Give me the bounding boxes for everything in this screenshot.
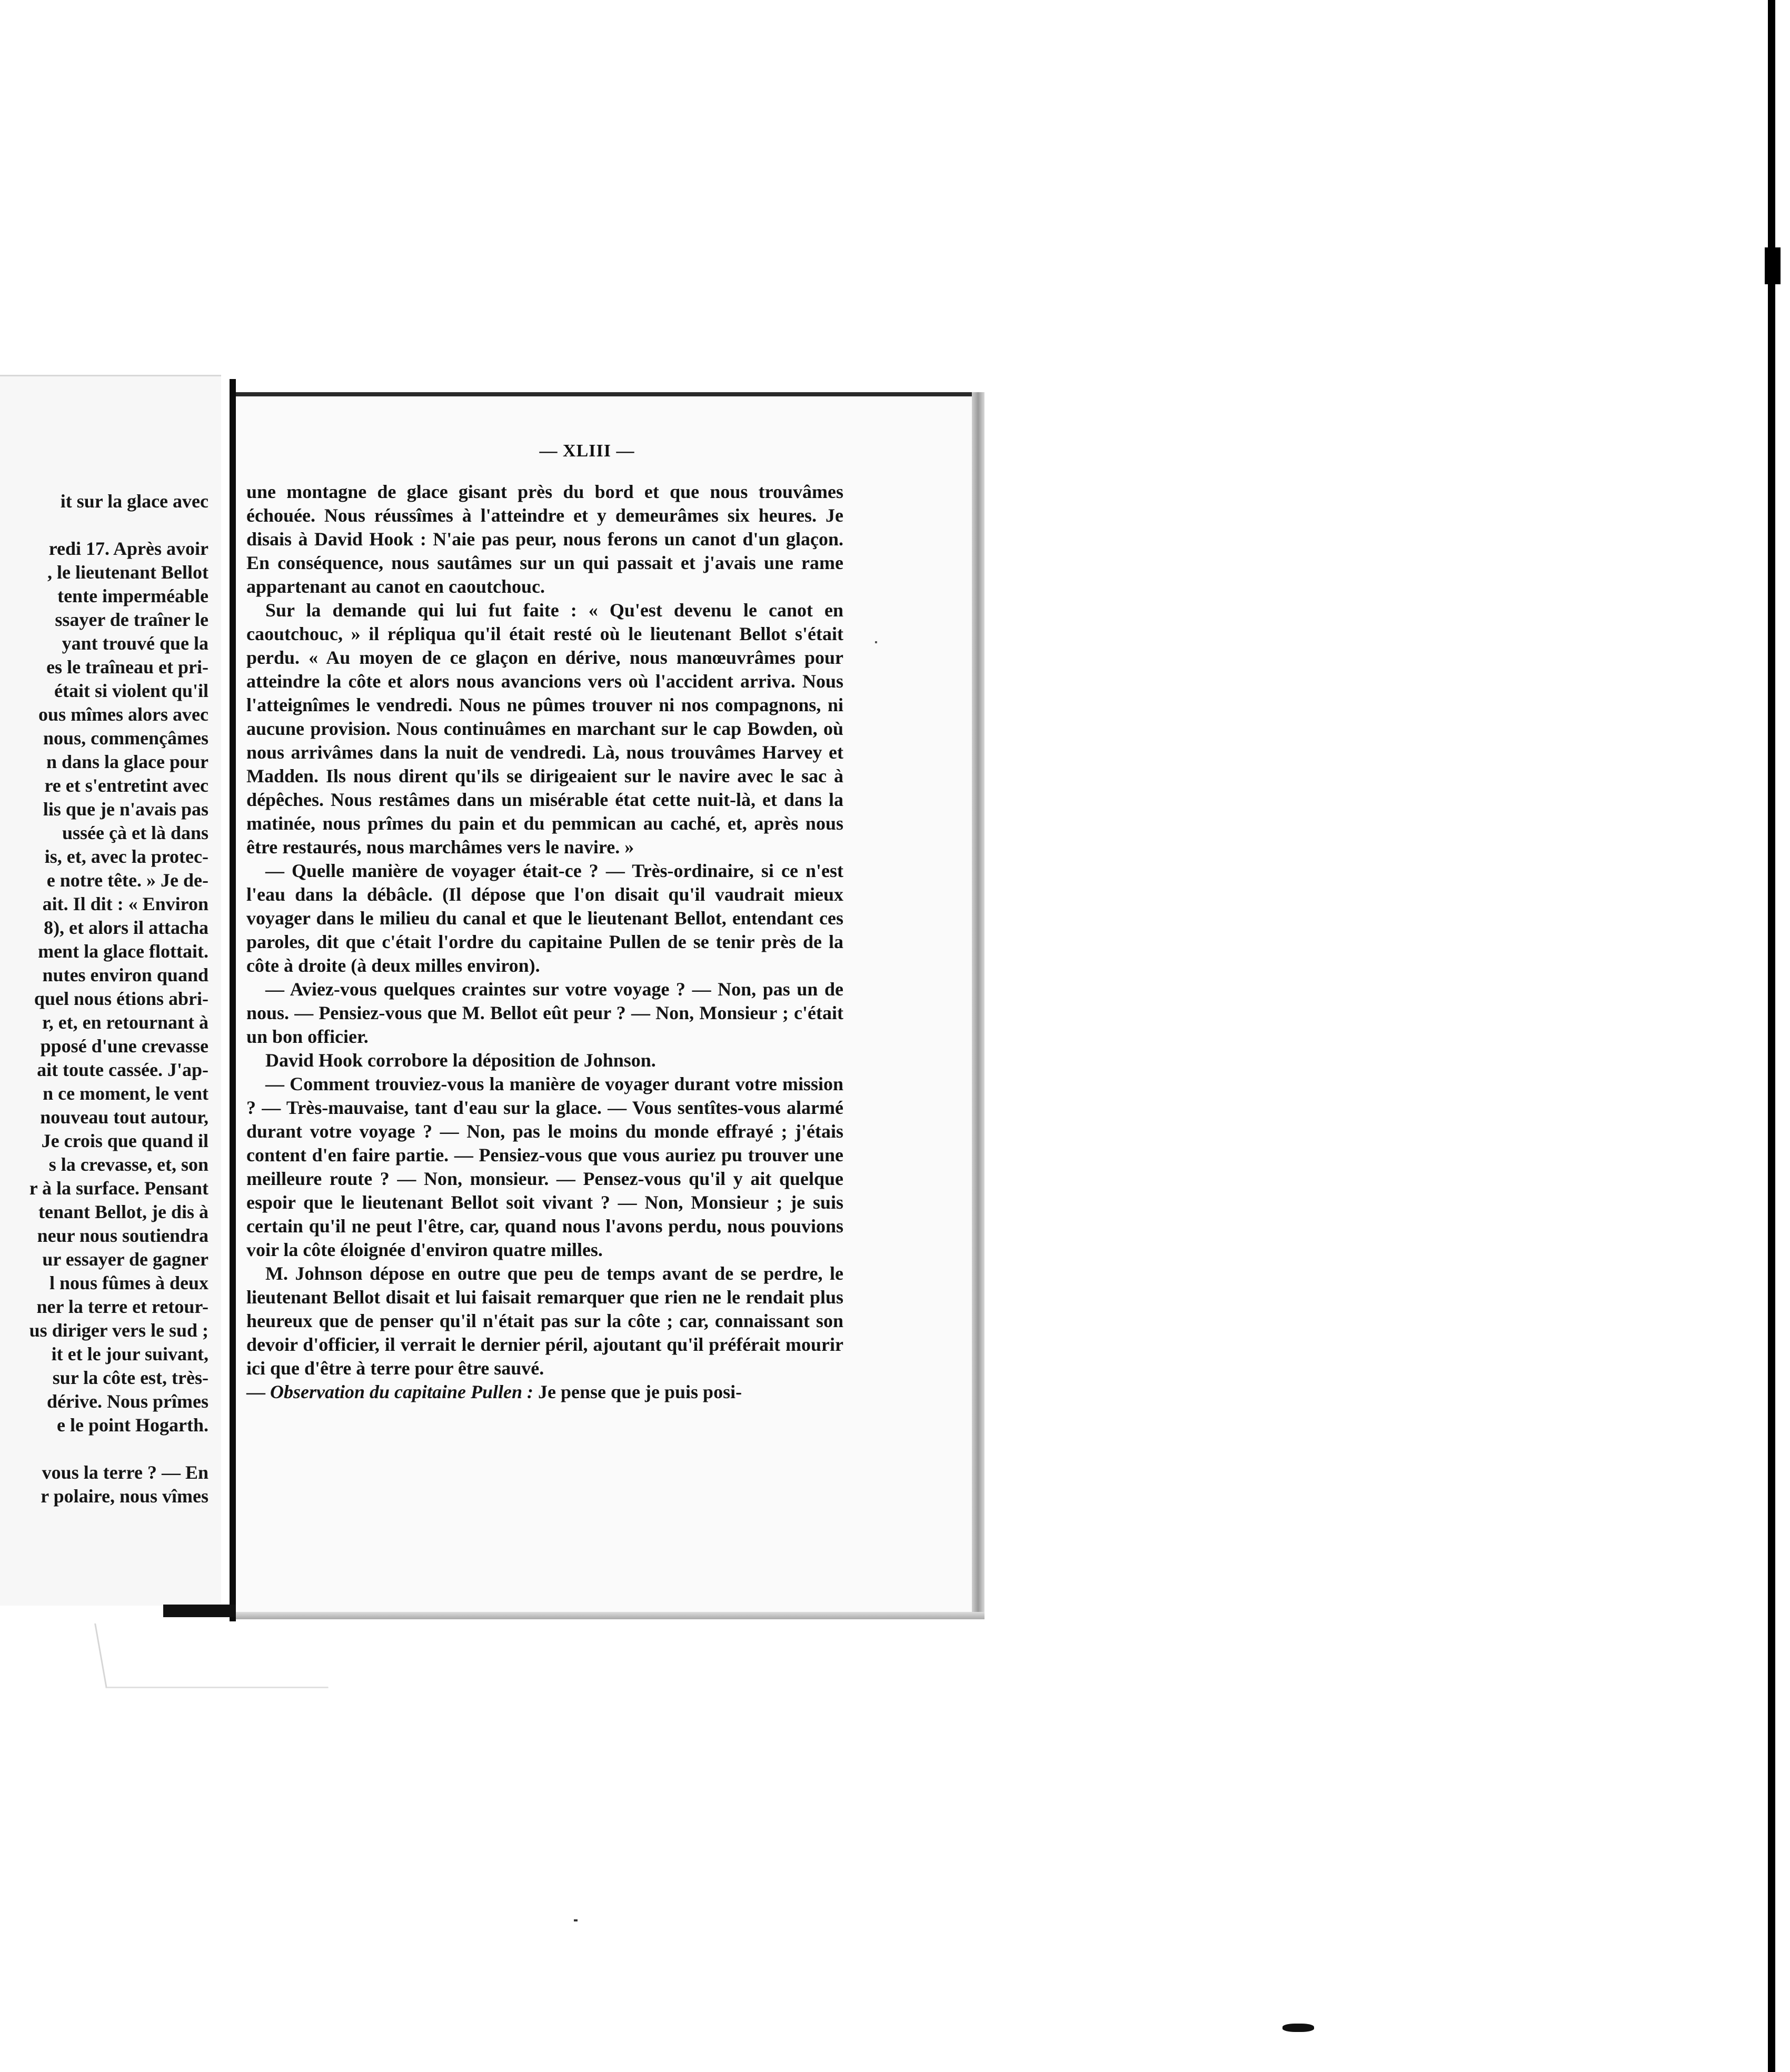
scan-edge-notch: [1765, 247, 1781, 284]
left-page-line: ait toute cassée. J'ap-: [37, 1059, 208, 1080]
paragraph: M. Johnson dépose en outre que peu de temps avant de se perdre, le lieutenant Bellot disait et lui faisait remarquer que rien ne le rendait plus heureux que de penser qu'il n'était pas sur la côte ; car, connaissant son devoir d'officier, il verrait le dernier péril, ajoutant qu'il préférait mourir ici que d'être à terre pour être sauvé.: [246, 1263, 843, 1379]
left-page-line: nutes environ quand: [42, 964, 208, 985]
left-page-line: n ce moment, le vent: [43, 1083, 208, 1104]
left-page-text: [0, 490, 208, 1508]
left-page-line: re et s'entretint avec: [44, 775, 208, 796]
left-page-line: ssayer de traîner le: [55, 609, 208, 630]
scan-edge: [1768, 0, 1775, 2072]
left-page-line: neur nous soutiendra: [37, 1225, 208, 1246]
left-page-line: sur la côte est, très-: [52, 1367, 208, 1388]
left-page-line: es le traîneau et pri-: [46, 656, 208, 678]
right-page-edge: [972, 392, 984, 1619]
left-page-line: ussée çà et là dans: [62, 822, 208, 843]
left-page-line: is, et, avec la protec-: [44, 846, 208, 867]
left-page-line: 8), et alors il attacha: [44, 917, 208, 938]
scan-margin: [1775, 0, 1790, 2072]
left-page-line: n dans la glace pour: [46, 751, 208, 772]
page-number: — XLIII —: [539, 441, 635, 461]
left-page-line: r à la surface. Pensant: [29, 1178, 208, 1199]
left-page-line: us diriger vers le sud ;: [29, 1320, 208, 1341]
left-page-line: it et le jour suivant,: [51, 1343, 208, 1364]
left-page-line: r, et, en retournant à: [42, 1012, 208, 1033]
left-page-line: vous la terre ? — En: [42, 1462, 208, 1483]
paragraph: — Aviez-vous quelques craintes sur votre voyage ? — Non, pas un de nous. — Pensiez-vous que M. Bellot eût peur ? — Non, Monsieur ; c'était un bon officier.: [246, 979, 843, 1047]
left-page-line: [0, 513, 208, 537]
left-page-line: lis que je n'avais pas: [43, 799, 208, 820]
paragraph: Sur la demande qui lui fut faite : « Qu'est devenu le canot en caoutchouc, » il répliqua qu'il était resté où le lieutenant Bellot s'était perdu. « Au moyen de ce glaçon en dérive, nous manœuvrâmes pour atteindre la côte et alors nous avancions vers où l'accident arriva. Nous l'atteignîmes le vendredi. Nous ne pûmes trouver ni nos compagnons, ni aucune provision. Nous continuâmes en marchant sur le cap Bowden, où nous arrivâmes dans la nuit de vendredi. Là, nous trouvâmes Harvey et Madden. Ils nous dirent qu'ils se dirigeaient sur le navire avec le sac à dépêches. Nous restâmes dans un misérable état cette nuit-là, et dans la matinée, nous prîmes du pain et du pemmican au caché, et, après nous être restaurés, nous marchâmes vers le navire. »: [246, 600, 843, 858]
left-page-line: e notre tête. » Je de-: [46, 870, 208, 891]
left-page-line: s la crevasse, et, son: [48, 1154, 208, 1175]
left-page: [0, 375, 221, 1606]
scan-speck: [574, 1919, 578, 1921]
left-page-line: pposé d'une crevasse: [40, 1035, 208, 1057]
left-page-line: quel nous étions abri-: [34, 988, 208, 1009]
left-page-line: nous, commençâmes: [43, 728, 208, 749]
left-page-line: e le point Hogarth.: [57, 1414, 208, 1436]
left-page-line: ner la terre et retour-: [36, 1296, 208, 1317]
last-line-rest: Je pense que je puis posi-: [533, 1381, 742, 1402]
left-page-line: redi 17. Après avoir: [48, 538, 208, 559]
left-page-line: , le lieutenant Bellot: [47, 562, 208, 583]
left-page-line: était si violent qu'il: [54, 680, 208, 701]
left-page-line: ur essayer de gagner: [42, 1249, 208, 1270]
left-page-line: tente imperméable: [57, 585, 208, 606]
left-page-line: [0, 1437, 208, 1461]
left-page-line: it sur la glace avec: [60, 491, 208, 512]
page-body: [246, 480, 843, 1404]
book-spine: [230, 379, 236, 1621]
left-page-line: r polaire, nous vîmes: [41, 1486, 208, 1507]
paragraph: David Hook corrobore la déposition de Johnson.: [265, 1050, 656, 1071]
paragraph: — Comment trouviez-vous la manière de voyager durant votre mission ? — Très-mauvaise, tant d'eau sur la glace. — Vous sentîtes-vous alarmé durant votre voyage ? — Non, pas le moins du monde effrayé ; j'étais content d'en faire partie. — Pensiez-vous que vous auriez pu trouver une meilleure route ? — Non, monsieur. — Pensez-vous qu'il y ait quelque espoir que le lieutenant Bellot soit vivant ? — Non, Monsieur ; je suis certain qu'il ne peut l'être, car, quand nous l'avons perdu, nous pouvions voir la côte éloignée d'environ quatre milles.: [246, 1073, 843, 1260]
italic-heading: Observation du capitaine Pullen :: [270, 1381, 534, 1402]
left-page-line: dérive. Nous prîmes: [47, 1391, 208, 1412]
right-page-bottom-edge: [236, 1612, 984, 1619]
left-page-line: Je crois que quand il: [41, 1130, 208, 1151]
last-line: [246, 1380, 843, 1404]
left-page-line: ous mîmes alors avec: [38, 704, 208, 725]
left-page-line: l nous fûmes à deux: [49, 1272, 208, 1293]
scan-blot: [1282, 2024, 1314, 2032]
paragraph: — Quelle manière de voyager était-ce ? — Très-ordinaire, si ce n'est l'eau dans la débâcle. (Il dépose que l'on disait qu'il vaudrait mieux voyager dans le milieu du canal et que le lieutenant Bellot, entendant ces paroles, dit que c'était l'ordre du capitaine Pullen de se tenir près de la côte à droite (à deux milles environ).: [246, 860, 843, 976]
left-page-line: yant trouvé que la: [62, 633, 208, 654]
left-page-line: tenant Bellot, je dis à: [38, 1201, 208, 1222]
paragraph: une montagne de glace gisant près du bord et que nous trouvâmes échouée. Nous réussîmes à l'atteindre et y demeurâmes six heures. Je disais à David Hook : N'aie pas peur, nous ferons un canot d'un glaçon. En conséquence, nous sautâmes sur un qui passait et j'avais une rame appartenant au canot en caoutchouc.: [246, 481, 843, 597]
left-page-line: nouveau tout autour,: [40, 1107, 208, 1128]
left-page-line: ment la glace flottait.: [38, 941, 208, 962]
left-page-line: ait. Il dit : « Environ: [42, 893, 208, 914]
last-line-prefix: —: [246, 1381, 270, 1402]
scan-speck: [875, 641, 877, 643]
page-stub: [94, 1623, 329, 1688]
